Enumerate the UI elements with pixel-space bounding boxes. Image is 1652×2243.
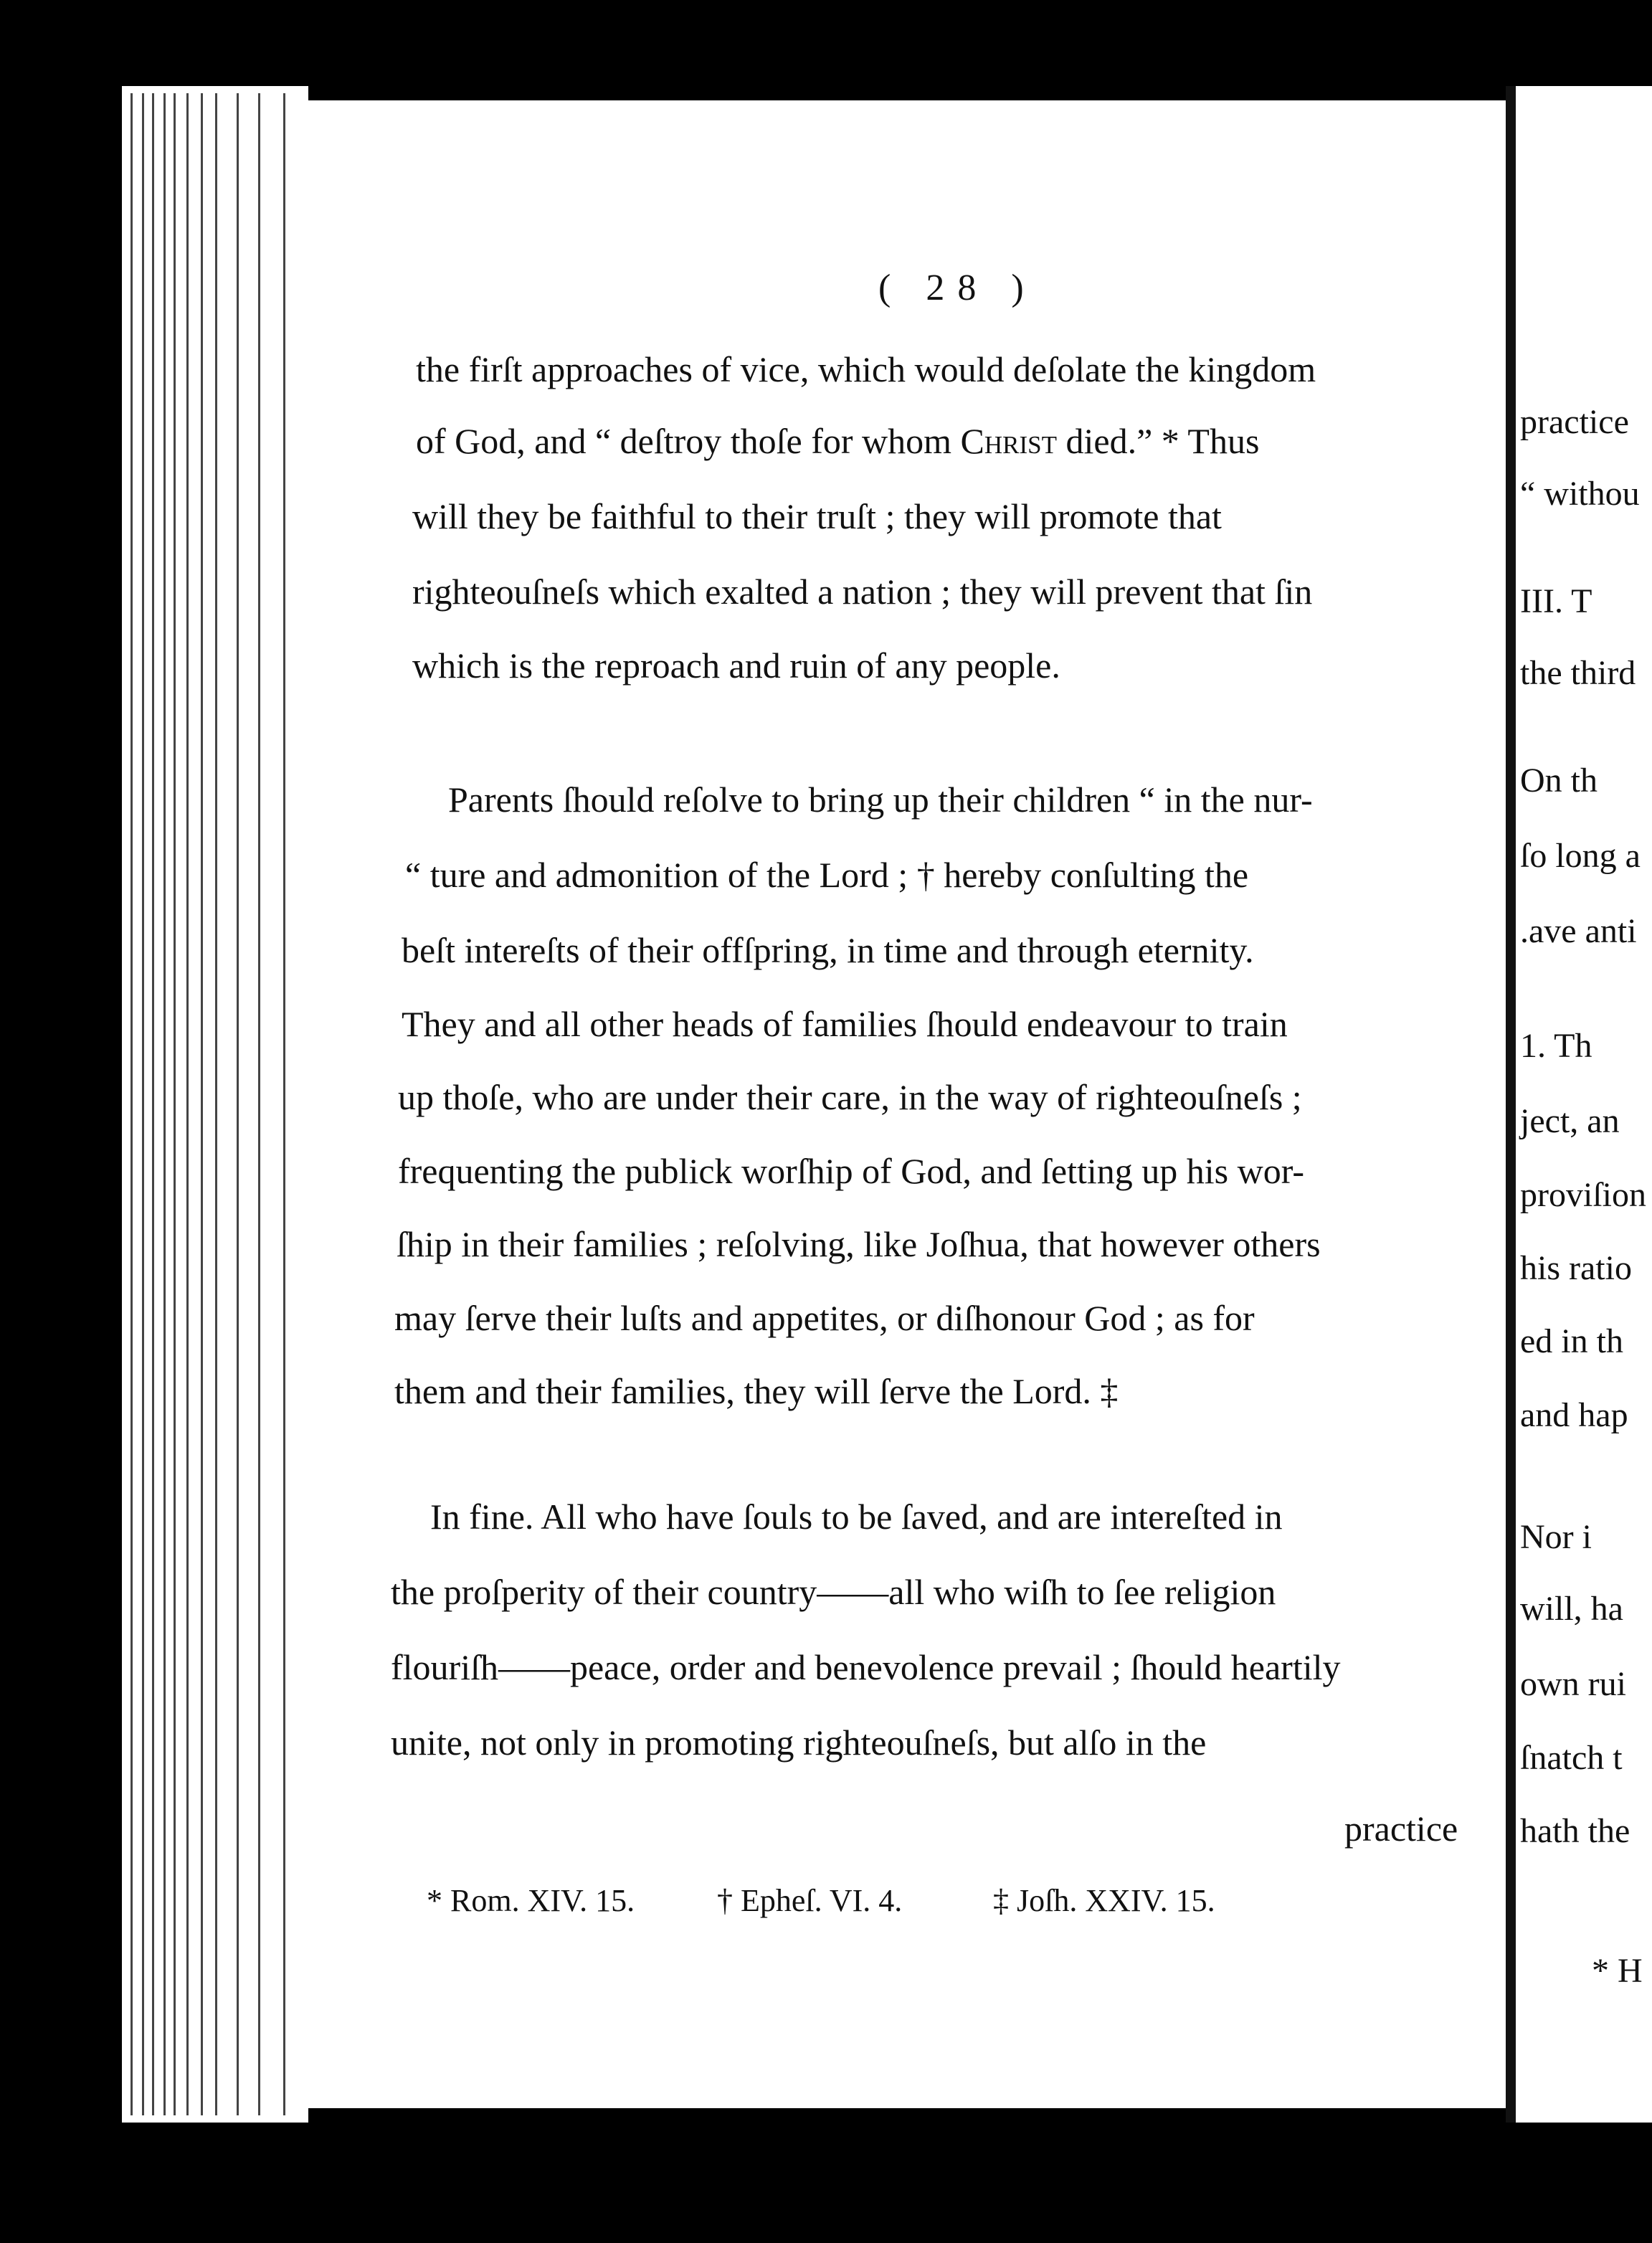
text-line: own rui bbox=[1520, 1665, 1626, 1703]
text-line: 1. Th bbox=[1520, 1027, 1592, 1065]
text-line: frequenting the publick worſhip of God, and ſetting up his wor- bbox=[398, 1151, 1305, 1191]
text-line: flouriſh——peace, order and benevolence prevail ; ſhould heartily bbox=[391, 1647, 1341, 1687]
text-line: In fine. All who have ſouls to be ſaved, and are intereſted in bbox=[430, 1497, 1283, 1537]
text-line: righteouſneſs which exalted a nation ; they will prevent that ſin bbox=[412, 572, 1313, 612]
scan-background bbox=[0, 0, 1652, 86]
text-line: III. T bbox=[1520, 582, 1592, 620]
text-line: hath the bbox=[1520, 1812, 1630, 1850]
text-line: the third bbox=[1520, 654, 1636, 692]
footnote-1: * Rom. XIV. 15. bbox=[427, 1883, 635, 1918]
text-line: will, ha bbox=[1520, 1590, 1623, 1628]
text-line: .ave anti bbox=[1520, 912, 1637, 950]
text-line: ed in th bbox=[1520, 1322, 1623, 1360]
text-line: ject, an bbox=[1520, 1102, 1620, 1140]
text-line: They and all other heads of families ſhould endeavour to train bbox=[402, 1004, 1288, 1044]
text-line: may ſerve their luſts and appetites, or diſhonour God ; as for bbox=[394, 1298, 1255, 1338]
text-line: the firſt approaches of vice, which would deſolate the kingdom bbox=[416, 349, 1316, 389]
text-line: the proſperity of their country——all who wiſh to ſee religion bbox=[391, 1572, 1276, 1612]
text-line: On th bbox=[1520, 762, 1598, 800]
text-line: them and their families, they will ſerve the Lord. ‡ bbox=[394, 1371, 1119, 1411]
text-line: of God, and “ deſtroy thoſe for whom Christ died.” * Thus bbox=[416, 421, 1260, 461]
right-page-fragment bbox=[1506, 86, 1652, 2123]
text-line: “ ture and admonition of the Lord ; † hereby conſulting the bbox=[405, 855, 1249, 895]
text-line: and hap bbox=[1520, 1396, 1628, 1434]
text-line: up thoſe, who are under their care, in the way of righteouſneſs ; bbox=[398, 1077, 1302, 1117]
footnote-2: † Epheſ. VI. 4. bbox=[717, 1883, 903, 1918]
text-line: practice bbox=[1520, 403, 1629, 441]
catchword: practice bbox=[1344, 1808, 1458, 1849]
text-line: will they be faithful to their truſt ; they will promote that bbox=[412, 496, 1222, 536]
book-gutter bbox=[1506, 86, 1516, 2123]
page-number: ( 28 ) bbox=[878, 267, 1037, 308]
text-line: beſt intereſts of their offſpring, in time and through eternity. bbox=[402, 930, 1254, 970]
text-line: ſhip in their families ; reſolving, like Joſhua, that however others bbox=[397, 1224, 1321, 1264]
text-line: unite, not only in promoting righteouſneſs, but alſo in the bbox=[391, 1722, 1207, 1763]
footnote-fragment: * H bbox=[1592, 1952, 1643, 1990]
page-stack-edges bbox=[122, 86, 308, 2123]
text-line: which is the reproach and ruin of any people. bbox=[412, 645, 1060, 686]
text-line: his ratio bbox=[1520, 1249, 1632, 1287]
text-line: “ withou bbox=[1520, 475, 1640, 513]
text-line: proviſion bbox=[1520, 1176, 1646, 1214]
text-line: ſo long a bbox=[1520, 837, 1641, 875]
text-line: Nor i bbox=[1520, 1518, 1592, 1556]
footnote-3: ‡ Joſh. XXIV. 15. bbox=[993, 1883, 1215, 1918]
text-line: ſnatch t bbox=[1520, 1739, 1623, 1777]
text-line: Parents ſhould reſolve to bring up their children “ in the nur- bbox=[448, 779, 1313, 820]
